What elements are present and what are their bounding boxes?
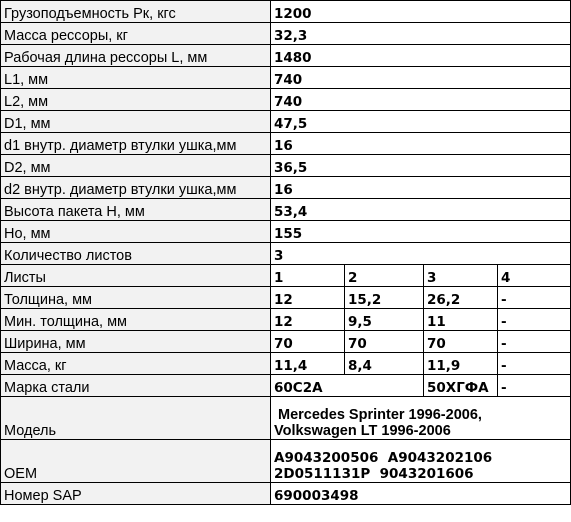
- row-d2-inner: [1, 177, 571, 199]
- thickness-leaf-1: 12: [271, 287, 345, 309]
- label-leaves: Листы: [1, 265, 271, 287]
- label-pack-height: Высота пакета H, мм: [1, 199, 271, 221]
- steel-grade-leaf-4: -: [498, 375, 571, 397]
- model-line-1: Mercedes Sprinter 1996-2006,: [278, 407, 482, 423]
- width-leaf-3: 70: [424, 331, 498, 353]
- model-line-2: Volkswagen LT 1996-2006: [274, 423, 451, 439]
- row-model: [1, 397, 571, 440]
- row-l1: [1, 67, 571, 89]
- label-ho: Ho, мм: [1, 221, 271, 243]
- label-min-thickness: Мин. толщина, мм: [1, 309, 271, 331]
- mass-leaf-2: 8,4: [345, 353, 424, 375]
- oem-line-1: A9043200506 A9043202106: [274, 450, 493, 466]
- row-sap: [1, 483, 571, 505]
- row-capacity: [1, 1, 571, 23]
- value-capacity: 1200: [271, 1, 571, 23]
- oem-line-2: 2D0511131P 9043201606: [274, 466, 474, 482]
- leaf-column-4: 4: [498, 265, 571, 287]
- min-thickness-leaf-1: 12: [271, 309, 345, 331]
- value-sap: 690003498: [271, 483, 571, 505]
- mass-leaf-3: 11,9: [424, 353, 498, 375]
- label-spring-mass: Масса рессоры, кг: [1, 23, 271, 45]
- value-spring-mass: 32,3: [271, 23, 571, 45]
- row-work-length: [1, 45, 571, 67]
- label-width: Ширина, мм: [1, 331, 271, 353]
- thickness-leaf-3: 26,2: [424, 287, 498, 309]
- label-l1: L1, мм: [1, 67, 271, 89]
- thickness-leaf-2: 15,2: [345, 287, 424, 309]
- value-d2: 36,5: [271, 155, 571, 177]
- value-leaf-count: 3: [271, 243, 571, 265]
- mass-leaf-1: 11,4: [271, 353, 345, 375]
- row-d1-inner: [1, 133, 571, 155]
- value-l2: 740: [271, 89, 571, 111]
- label-model: Модель: [1, 397, 271, 440]
- value-d1-inner: 16: [271, 133, 571, 155]
- label-oem: OEM: [1, 440, 271, 483]
- label-steel-grade: Марка стали: [1, 375, 271, 397]
- leaf-column-1: 1: [271, 265, 345, 287]
- min-thickness-leaf-2: 9,5: [345, 309, 424, 331]
- value-model: [271, 397, 571, 440]
- label-capacity: Грузоподъемность Рк, кгс: [1, 1, 271, 23]
- leaf-column-2: 2: [345, 265, 424, 287]
- row-ho: [1, 221, 571, 243]
- label-leaf-count: Количество листов: [1, 243, 271, 265]
- steel-grade-leaf-3: 50ХГФА: [424, 375, 498, 397]
- label-sap: Номер SAP: [1, 483, 271, 505]
- value-work-length: 1480: [271, 45, 571, 67]
- min-thickness-leaf-3: 11: [424, 309, 498, 331]
- row-pack-height: [1, 199, 571, 221]
- value-l1: 740: [271, 67, 571, 89]
- min-thickness-leaf-4: -: [498, 309, 571, 331]
- mass-leaf-4: -: [498, 353, 571, 375]
- steel-grade-leaves-1-2: 60С2А: [271, 375, 424, 397]
- row-thickness: [1, 287, 571, 309]
- row-spring-mass: [1, 23, 571, 45]
- value-d2-inner: 16: [271, 177, 571, 199]
- value-d1: 47,5: [271, 111, 571, 133]
- width-leaf-4: -: [498, 331, 571, 353]
- row-d2: [1, 155, 571, 177]
- width-leaf-2: 70: [345, 331, 424, 353]
- label-work-length: Рабочая длина рессоры L, мм: [1, 45, 271, 67]
- value-oem: [271, 440, 571, 483]
- value-ho: 155: [271, 221, 571, 243]
- value-pack-height: 53,4: [271, 199, 571, 221]
- label-d2: D2, мм: [1, 155, 271, 177]
- leaf-column-3: 3: [424, 265, 498, 287]
- label-thickness: Толщина, мм: [1, 287, 271, 309]
- row-oem: [1, 440, 571, 483]
- label-d1-inner: d1 внутр. диаметр втулки ушка,мм: [1, 133, 271, 155]
- thickness-leaf-4: -: [498, 287, 571, 309]
- row-steel-grade: [1, 375, 571, 397]
- row-min-thickness: [1, 309, 571, 331]
- width-leaf-1: 70: [271, 331, 345, 353]
- row-leaf-mass: [1, 353, 571, 375]
- row-d1: [1, 111, 571, 133]
- label-leaf-mass: Масса, кг: [1, 353, 271, 375]
- label-d1: D1, мм: [1, 111, 271, 133]
- label-d2-inner: d2 внутр. диаметр втулки ушка,мм: [1, 177, 271, 199]
- row-l2: [1, 89, 571, 111]
- label-l2: L2, мм: [1, 89, 271, 111]
- row-leaf-count: [1, 243, 571, 265]
- row-width: [1, 331, 571, 353]
- row-leaves-header: [1, 265, 571, 287]
